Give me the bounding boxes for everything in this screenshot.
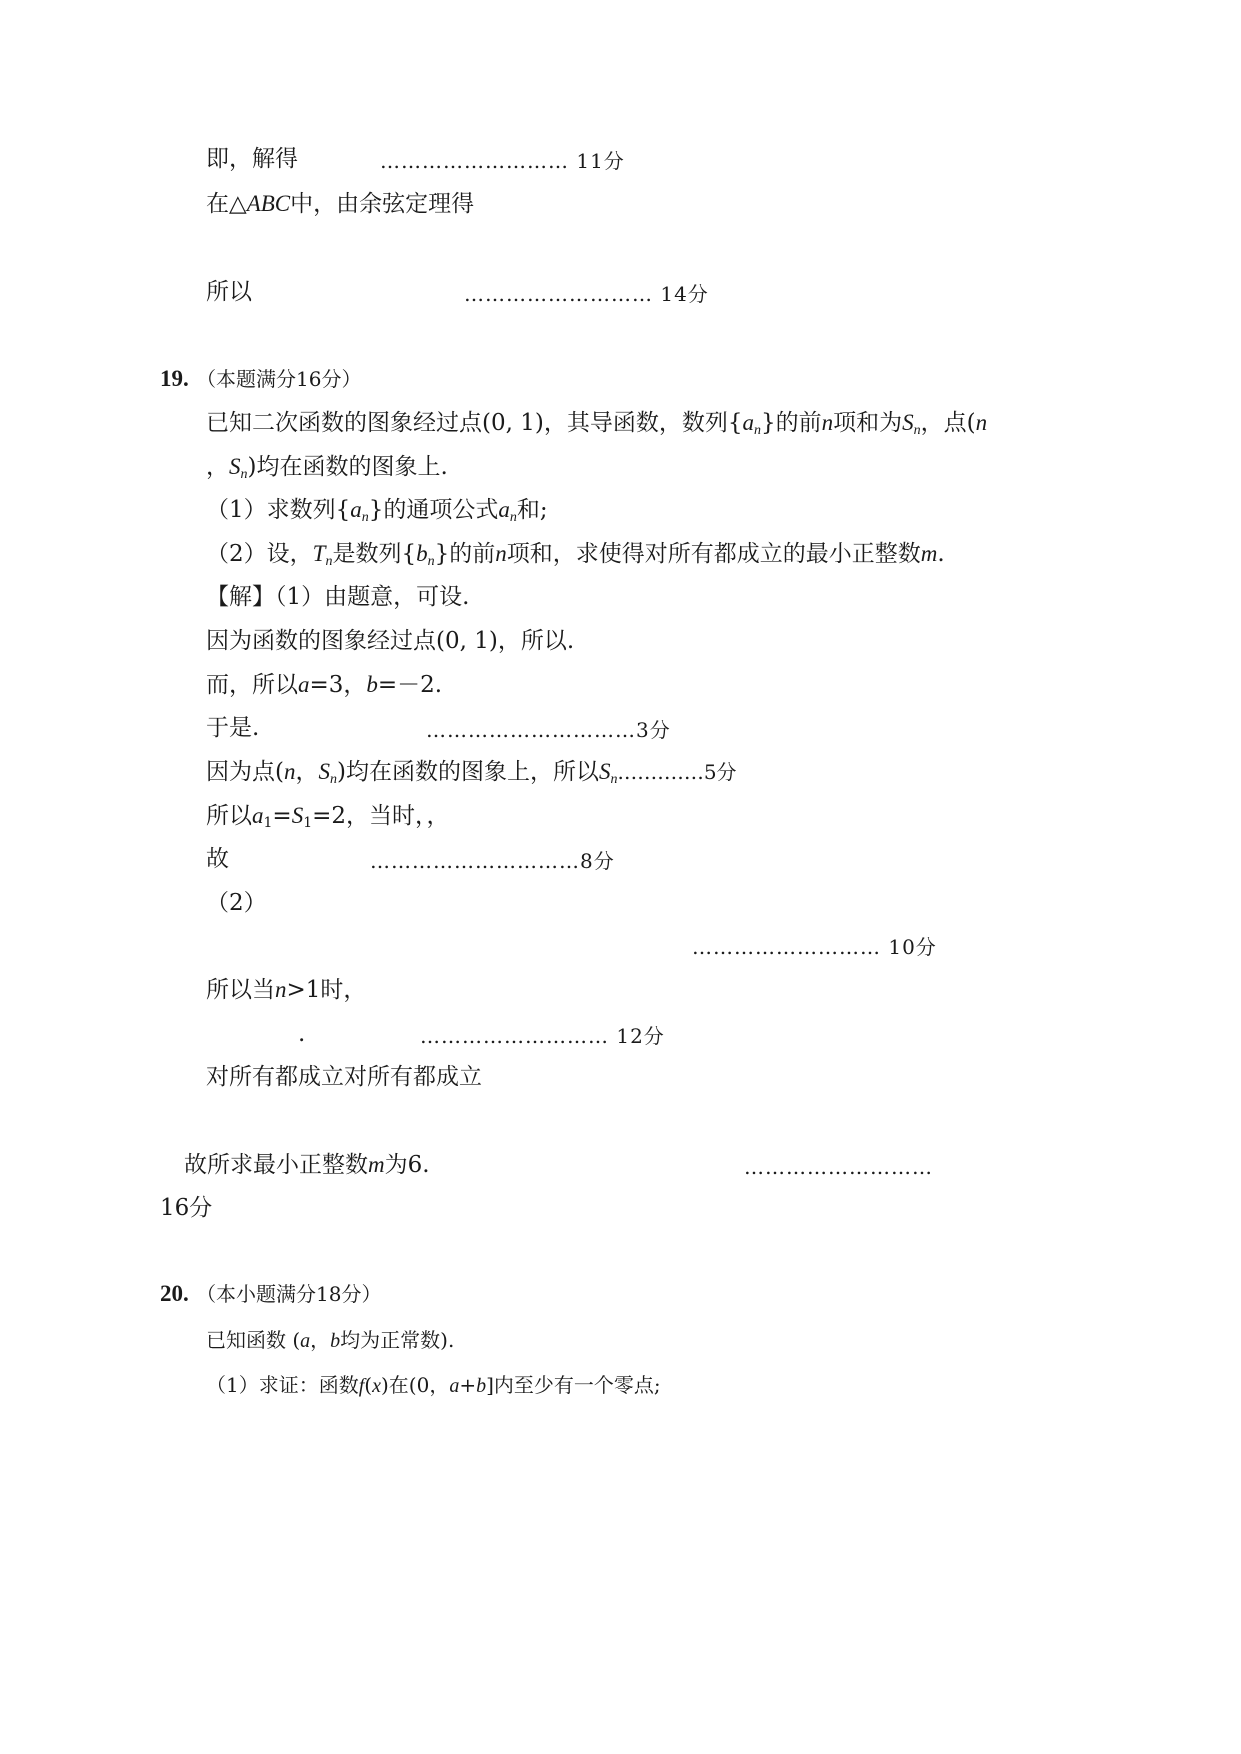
score-dots: ……………………… 10分 bbox=[692, 935, 937, 959]
score-dots: …………………………3分 bbox=[426, 718, 671, 742]
solution-line-cosine-law: 在△ABC中，由余弦定理得 bbox=[206, 191, 475, 217]
question-20-part-1: （1）求证：函数f(x)在(0，a+b]内至少有一个零点; bbox=[206, 1373, 661, 1397]
solution-line: 因为点(n，$S_n$)均在函数的图象上，所以$S_n.\dots\dots\dots\dots 5$分 bbox=[206, 759, 737, 787]
score-dots: ……………………… 14分 bbox=[464, 282, 709, 306]
solution-start: 【解】（1）由题意，可设. bbox=[206, 584, 470, 610]
solution-conclusion: 故所求最小正整数m为6. bbox=[184, 1152, 430, 1178]
solution-line: 所以当n>1时， bbox=[206, 977, 367, 1003]
solution-line: 因为函数的图象经过点(0, 1)，所以. bbox=[206, 628, 575, 654]
question-19-statement-1: 已知二次函数的图象经过点(0, 1)，其导函数，数列$\{a_n\}$的前n项和为$S_n$，点(n bbox=[206, 410, 988, 438]
solution-line: . bbox=[298, 1021, 306, 1047]
solution-line-therefore: 所以 bbox=[206, 279, 252, 305]
question-number: 20. bbox=[160, 1281, 189, 1306]
score-dots: ……………………… bbox=[744, 1155, 933, 1179]
score-dots: ……………………… 12分 bbox=[420, 1024, 665, 1048]
question-19-header: 19. （本题满分16分） bbox=[160, 366, 362, 391]
score-dots: …………………………8分 bbox=[370, 849, 615, 873]
question-number: 19. bbox=[160, 366, 189, 391]
score-label: 16分 bbox=[160, 1195, 213, 1221]
question-19-part-1: （1）求数列$\{a_n\}$的通项公式$a_n$和; bbox=[206, 497, 548, 525]
solution-part-2-label: （2） bbox=[206, 890, 267, 916]
question-19-part-2: （2）设，$T_n$是数列$\{b_n\}$的前n项和，求使得对所有都成立的最小正整数m. bbox=[206, 541, 945, 569]
score-dots: ……………………… 11分 bbox=[380, 149, 625, 173]
solution-line: 所以$a_1=S_1=2$，当时，， bbox=[206, 803, 450, 831]
question-20-header: 20. （本小题满分18分） bbox=[160, 1281, 382, 1306]
solution-line: 而，所以a=3，b=－2. bbox=[206, 672, 443, 698]
question-20-statement: 已知函数 (a，b均为正常数). bbox=[206, 1328, 455, 1352]
solution-line-solve: 即，解得 bbox=[206, 146, 298, 172]
solution-line: 于是. bbox=[206, 715, 260, 741]
solution-line: 对所有都成立对所有都成立 bbox=[206, 1064, 482, 1090]
solution-line: 故 bbox=[206, 846, 229, 872]
question-19-statement-2: ，$S_n$)均在函数的图象上. bbox=[206, 454, 448, 482]
